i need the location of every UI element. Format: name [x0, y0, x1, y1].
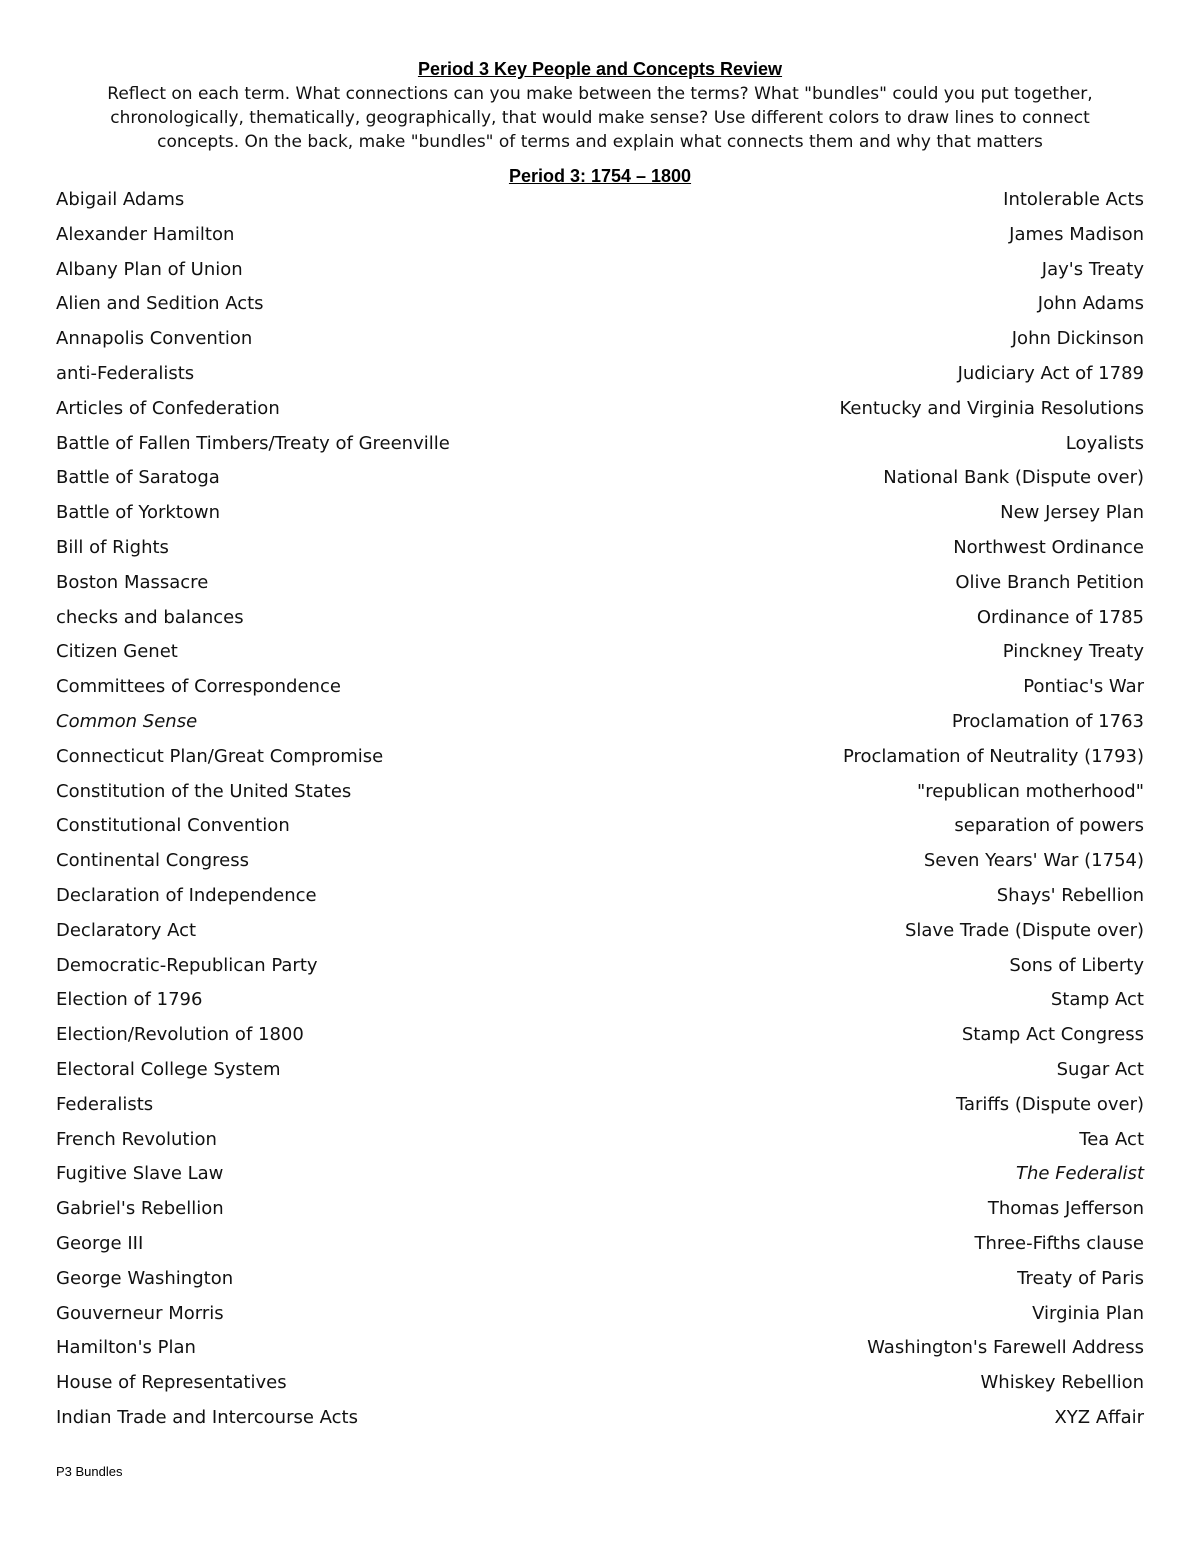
- term-item: Battle of Yorktown: [56, 502, 221, 524]
- term-item: Pinckney Treaty: [1002, 641, 1144, 663]
- term-item: Slave Trade (Dispute over): [904, 919, 1144, 941]
- term-item: Tea Act: [1079, 1128, 1144, 1150]
- term-item: Whiskey Rebellion: [980, 1372, 1144, 1394]
- term-item: Continental Congress: [56, 850, 249, 872]
- term-item: Common Sense: [56, 710, 198, 732]
- period-subtitle: Period 3: 1754 – 1800: [508, 166, 692, 186]
- term-item: Abigail Adams: [56, 189, 185, 210]
- term-item: George Washington: [56, 1267, 234, 1289]
- term-item: James Madison: [1009, 223, 1144, 245]
- term-item: Kentucky and Virginia Resolutions: [839, 397, 1144, 419]
- term-item: Battle of Fallen Timbers/Treaty of Greenville: [56, 432, 450, 454]
- term-item: Constitutional Convention: [56, 815, 290, 837]
- term-list-right: [584, 185, 1144, 1438]
- term-item: Constitution of the United States: [56, 780, 352, 802]
- term-item: Sugar Act: [1056, 1058, 1144, 1080]
- term-item: Citizen Genet: [56, 641, 178, 663]
- term-item: Sons of Liberty: [1009, 954, 1144, 976]
- term-item: Proclamation of Neutrality (1793): [842, 745, 1144, 767]
- term-item: Alien and Sedition Acts: [56, 293, 264, 315]
- instructions-line: Reflect on each term. What connections can you make between the terms? What "bundles" could you put together,: [107, 84, 1093, 104]
- term-item: Treaty of Paris: [1017, 1267, 1144, 1289]
- term-item: Alexander Hamilton: [56, 223, 235, 245]
- instructions-paragraph: [70, 82, 1130, 154]
- term-item: Fugitive Slave Law: [56, 1163, 224, 1185]
- term-item: Seven Years' War (1754): [923, 850, 1144, 872]
- term-item: John Adams: [1037, 293, 1144, 315]
- term-item: Olive Branch Petition: [955, 571, 1144, 593]
- term-item: Proclamation of 1763: [951, 710, 1144, 732]
- term-item: Articles of Confederation: [56, 397, 280, 419]
- term-item: Loyalists: [1065, 432, 1144, 454]
- term-item: Committees of Correspondence: [56, 676, 341, 698]
- page-title: Period 3 Key People and Concepts Review: [417, 59, 783, 79]
- term-item: Pontiac's War: [1023, 676, 1144, 698]
- term-item: Bill of Rights: [56, 536, 169, 558]
- term-item: Shays' Rebellion: [996, 884, 1144, 906]
- term-item: Boston Massacre: [56, 571, 209, 593]
- term-item: checks and balances: [56, 606, 244, 628]
- term-item: separation of powers: [954, 815, 1144, 837]
- term-item: Tariffs (Dispute over): [955, 1093, 1144, 1115]
- term-item: Thomas Jefferson: [987, 1198, 1144, 1220]
- term-item: Albany Plan of Union: [56, 258, 243, 280]
- term-item: XYZ Affair: [1054, 1406, 1144, 1428]
- term-item: Stamp Act Congress: [961, 1024, 1144, 1046]
- term-item: Intolerable Acts: [1003, 189, 1144, 210]
- term-item: French Revolution: [56, 1128, 217, 1150]
- term-item: Ordinance of 1785: [976, 606, 1144, 628]
- term-item: Judiciary Act of 1789: [957, 362, 1144, 384]
- term-item: National Bank (Dispute over): [883, 467, 1144, 489]
- term-item: Virginia Plan: [1032, 1302, 1144, 1324]
- term-item: Three-Fifths clause: [974, 1232, 1144, 1254]
- term-item: Federalists: [56, 1093, 154, 1115]
- term-item: "republican motherhood": [917, 780, 1144, 802]
- term-item: Election/Revolution of 1800: [56, 1024, 304, 1046]
- term-item: Washington's Farewell Address: [867, 1337, 1144, 1359]
- term-item: Stamp Act: [1050, 989, 1144, 1011]
- term-item: Gouverneur Morris: [56, 1302, 224, 1324]
- term-item: anti-Federalists: [56, 362, 195, 384]
- term-item: Gabriel's Rebellion: [56, 1198, 224, 1220]
- term-item: Connecticut Plan/Great Compromise: [56, 745, 384, 767]
- term-item: Jay's Treaty: [1041, 258, 1144, 280]
- footer-label: P3 Bundles: [56, 1464, 123, 1479]
- term-item: Declaration of Independence: [56, 884, 317, 906]
- term-item: Northwest Ordinance: [953, 536, 1144, 558]
- term-item: Declaratory Act: [56, 919, 197, 941]
- term-item: The Federalist: [1016, 1163, 1144, 1185]
- term-item: Hamilton's Plan: [56, 1337, 196, 1359]
- term-item: John Dickinson: [1011, 328, 1144, 350]
- term-item: Electoral College System: [56, 1058, 281, 1080]
- term-item: Indian Trade and Intercourse Acts: [56, 1406, 358, 1428]
- term-item: Election of 1796: [56, 989, 203, 1011]
- term-item: Democratic-Republican Party: [56, 954, 318, 976]
- term-item: Battle of Saratoga: [56, 467, 220, 489]
- instructions-line: concepts. On the back, make "bundles" of terms and explain what connects them and why that matters: [157, 132, 1043, 152]
- term-item: New Jersey Plan: [1000, 502, 1144, 524]
- term-item: Annapolis Convention: [56, 328, 253, 350]
- term-item: George III: [56, 1232, 144, 1254]
- term-list-left: [56, 185, 616, 1438]
- instructions-line: chronologically, thematically, geographically, that would make sense? Use different colors to draw lines to connect: [110, 108, 1090, 128]
- term-item: House of Representatives: [56, 1372, 287, 1394]
